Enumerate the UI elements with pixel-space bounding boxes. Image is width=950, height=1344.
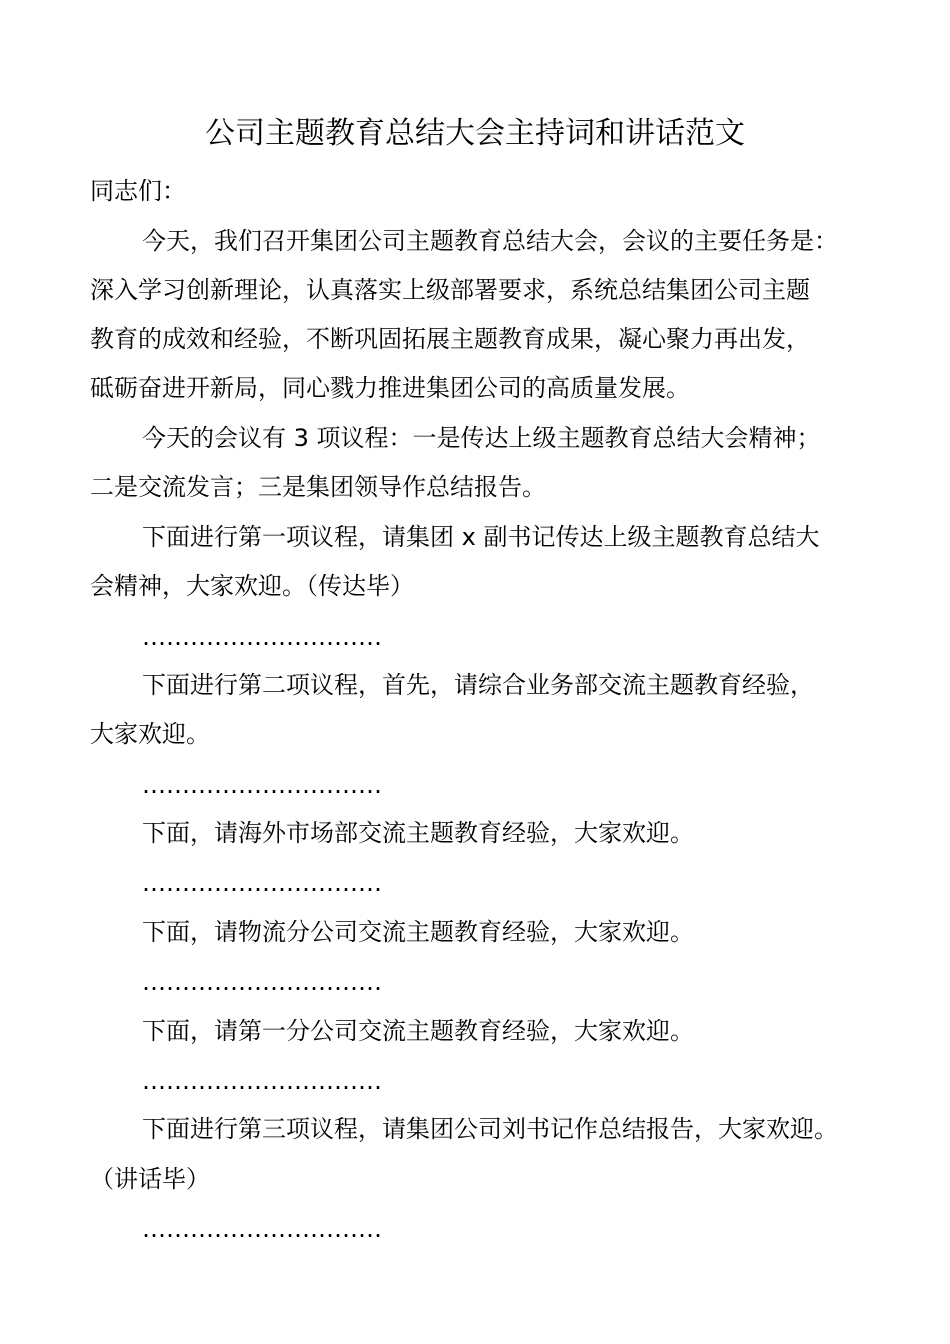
ellipsis-separator: ………………………… <box>142 968 382 996</box>
paragraph-4-line-2: 大家欢迎。 <box>90 720 210 748</box>
paragraph-1-line-4: 砥砺奋进开新局，同心戮力推进集团公司的高质量发展。 <box>90 374 690 402</box>
paragraph-4-line-1: 下面进行第二项议程，首先，请综合业务部交流主题教育经验， <box>142 671 814 699</box>
document-title: 公司主题教育总结大会主持词和讲话范文 <box>205 116 745 151</box>
paragraph-2-line-1: 今天的会议有 3 项议程：一是传达上级主题教育总结大会精神； <box>142 424 821 452</box>
paragraph-3-line-2: 会精神，大家欢迎。（传达毕） <box>90 572 414 600</box>
ellipsis-separator: ………………………… <box>142 771 382 799</box>
ellipsis-separator: ………………………… <box>142 623 382 651</box>
paragraph-5: 下面，请海外市场部交流主题教育经验，大家欢迎。 <box>142 819 694 847</box>
paragraph-7: 下面，请第一分公司交流主题教育经验，大家欢迎。 <box>142 1017 694 1045</box>
salutation: 同志们： <box>90 177 186 205</box>
paragraph-3-line-1: 下面进行第一项议程，请集团 x 副书记传达上级主题教育总结大 <box>142 523 820 551</box>
ellipsis-separator: ………………………… <box>142 1067 382 1095</box>
paragraph-2-line-2: 二是交流发言；三是集团领导作总结报告。 <box>90 473 546 501</box>
paragraph-8-line-2: （讲话毕） <box>90 1165 210 1193</box>
paragraph-6: 下面，请物流分公司交流主题教育经验，大家欢迎。 <box>142 918 694 946</box>
paragraph-1-line-2: 深入学习创新理论，认真落实上级部署要求，系统总结集团公司主题 <box>90 276 810 304</box>
ellipsis-separator: ………………………… <box>142 1215 382 1243</box>
ellipsis-separator: ………………………… <box>142 869 382 897</box>
paragraph-1-line-3: 教育的成效和经验，不断巩固拓展主题教育成果，凝心聚力再出发， <box>90 325 810 353</box>
paragraph-8-line-1: 下面进行第三项议程，请集团公司刘书记作总结报告，大家欢迎。 <box>142 1115 838 1143</box>
paragraph-1-line-1: 今天，我们召开集团公司主题教育总结大会，会议的主要任务是： <box>142 227 838 255</box>
